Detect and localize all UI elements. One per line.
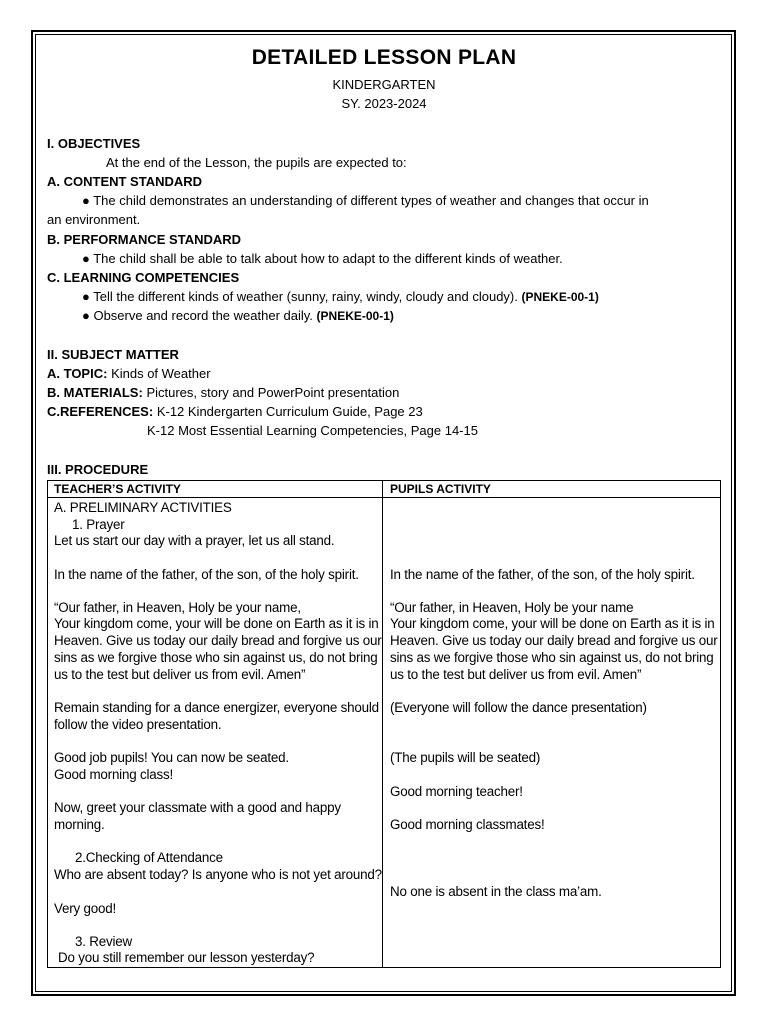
teacher-line: us to the test but deliver us from evil. Amen” [54,667,306,682]
school-year: SY. 2023-2024 [341,96,427,111]
competency-item-1: ● Tell the different kinds of weather (sunny, rainy, windy, cloudy and cloudy). (PNEKE-00-1) [82,289,599,304]
teacher-line: “Our father, in Heaven, Holy be your name, [54,600,301,615]
teacher-line: Good morning class! [54,767,174,782]
table-column-divider [382,480,383,968]
teacher-line: Good job pupils! You can now be seated. [54,750,289,765]
review-heading: 3. Review [75,934,132,949]
pupils-line: (The pupils will be seated) [390,750,541,765]
references-line: C.REFERENCES: K-12 Kindergarten Curriculum Guide, Page 23 [47,404,423,419]
teacher-activity-header: TEACHER’S ACTIVITY [54,482,181,496]
pupils-line: sins as we forgive those who sin against us, do not bring [390,650,714,665]
teacher-line: Do you still remember our lesson yesterday? [58,950,315,965]
pupils-line: Your kingdom come, your will be done on Earth as it is in [390,616,715,631]
pupils-activity-header: PUPILS ACTIVITY [390,482,491,496]
reference-2: K-12 Most Essential Learning Competencies, Page 14-15 [147,423,478,438]
pupils-line: In the name of the father, of the son, of the holy spirit. [390,567,695,582]
teacher-line: In the name of the father, of the son, of the holy spirit. [54,567,359,582]
materials-value: Pictures, story and PowerPoint presentation [146,385,400,400]
pupils-line: (Everyone will follow the dance presentation) [390,700,647,715]
performance-standard-text: ● The child shall be able to talk about how to adapt to the different kinds of weather. [82,251,563,266]
subject-matter-heading: II. SUBJECT MATTER [47,347,179,362]
teacher-line: Remain standing for a dance energizer, everyone should [54,700,379,715]
teacher-line: Now, greet your classmate with a good and happy [54,800,341,815]
reference-1: K-12 Kindergarten Curriculum Guide, Page 23 [156,404,423,419]
performance-standard-heading: B. PERFORMANCE STANDARD [47,232,242,247]
pupils-line: Good morning classmates! [390,817,545,832]
teacher-line: Let us start our day with a prayer, let us all stand. [54,533,335,548]
pupils-line: us to the test but deliver us from evil. Amen” [390,667,642,682]
pupils-line: Heaven. Give us today our daily bread and forgive us our [390,633,718,648]
teacher-line: morning. [54,817,105,832]
teacher-line: Heaven. Give us today our daily bread and forgive us our [54,633,382,648]
content-standard-line2: an environment. [47,212,141,227]
teacher-line: follow the video presentation. [54,717,222,732]
teacher-line: Very good! [54,901,117,916]
procedure-heading: III. PROCEDURE [47,462,149,477]
competency-item-2: ● Observe and record the weather daily. (PNEKE-00-1) [82,308,394,323]
teacher-line: sins as we forgive those who sin against us, do not bring [54,650,378,665]
materials-line: B. MATERIALS: Pictures, story and PowerPoint presentation [47,385,400,400]
content-standard-line1: ● The child demonstrates an understanding of different types of weather and changes that occur in [82,193,649,208]
objectives-heading: I. OBJECTIVES [47,136,141,151]
topic-value: Kinds of Weather [111,366,211,381]
grade-level: KINDERGARTEN [332,77,436,92]
pupils-line: No one is absent in the class ma’am. [390,884,602,899]
competency-code-2: (PNEKE-00-1) [316,309,394,323]
prayer-heading: 1. Prayer [72,517,125,532]
teacher-line: Your kingdom come, your will be done on Earth as it is in [54,616,379,631]
attendance-heading: 2.Checking of Attendance [75,850,223,865]
competency-code-1: (PNEKE-00-1) [521,290,599,304]
pupils-line: Good morning teacher! [390,784,523,799]
objectives-intro: At the end of the Lesson, the pupils are expected to: [106,155,407,170]
teacher-line: Who are absent today? Is anyone who is not yet around? [54,867,382,882]
document-title: DETAILED LESSON PLAN [251,46,517,69]
table-header-divider [47,497,721,498]
competencies-heading: C. LEARNING COMPETENCIES [47,270,240,285]
topic-line: A. TOPIC: Kinds of Weather [47,366,211,381]
preliminary-activities-heading: A. PRELIMINARY ACTIVITIES [54,500,232,515]
pupils-line: “Our father, in Heaven, Holy be your name [390,600,634,615]
content-standard-heading: A. CONTENT STANDARD [47,174,203,189]
